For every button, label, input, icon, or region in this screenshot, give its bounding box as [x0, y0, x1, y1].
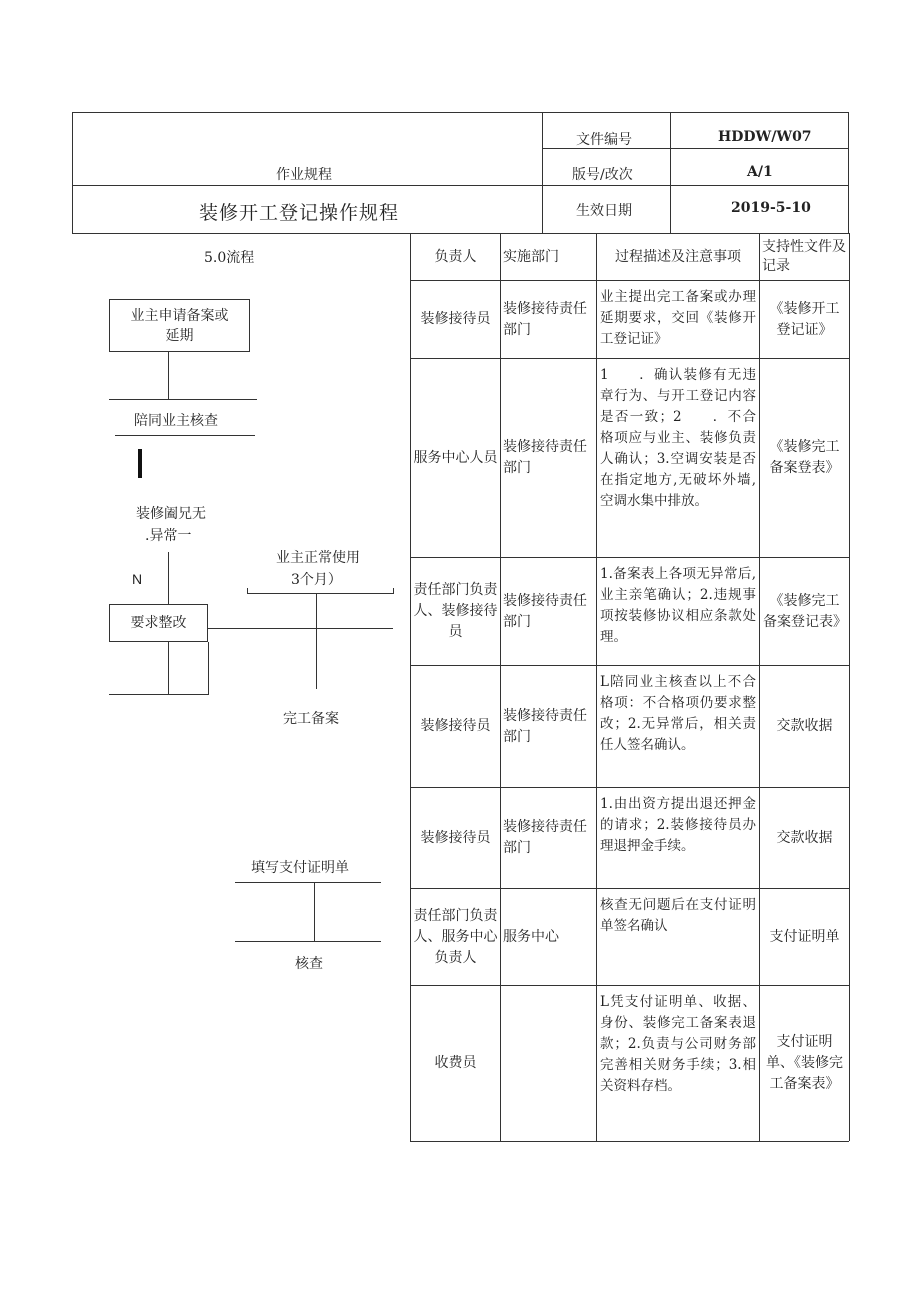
row-docs-text: 《装修开工登记证》	[769, 300, 840, 338]
flow-branch-line1: 业主正常使用	[276, 550, 360, 566]
row-dept	[501, 788, 596, 888]
row-docs	[760, 986, 849, 1141]
row-desc-text: 业主提出完工备案或办理延期要求，交回《装修开工登记证》	[600, 289, 756, 347]
flow-decision-line1: 装修阖兄无	[136, 506, 206, 522]
flow-connector	[235, 941, 381, 942]
row-docs-text: 《装修完工备案登表》	[769, 439, 840, 476]
flow-step-apply-label: 业主申请备案或延期	[130, 307, 229, 344]
flow-connector	[168, 352, 169, 399]
row-dept-text: 装修接待责任部门	[503, 300, 587, 338]
flow-connector	[109, 399, 257, 400]
version-value: A/1	[747, 164, 773, 180]
row-desc-text: L陪同业主核查以上不合格项：不合格项仍要求整改；2.无异常后，相关责任人签名确认。	[600, 674, 756, 753]
row-dept	[501, 666, 596, 787]
row-dept	[501, 889, 596, 985]
file-no-value: HDDW/W07	[718, 129, 812, 145]
flow-step-apply	[109, 299, 250, 352]
flow-n-label: N	[132, 571, 143, 587]
header-desc	[597, 234, 759, 280]
doc-type: 作业规程	[276, 167, 332, 183]
row-docs	[760, 889, 849, 985]
row-docs	[760, 666, 849, 787]
row-docs-text: 交款收据	[776, 829, 833, 846]
flow-decision-line2: .异常一	[145, 528, 192, 544]
flow-connector	[235, 882, 381, 883]
row-docs-text: 支付证明单	[769, 928, 840, 945]
flow-step-rectify	[109, 604, 208, 642]
effective-date-label: 生效日期	[576, 203, 632, 219]
row-person	[411, 889, 500, 985]
file-no-label: 文件编号	[576, 132, 632, 148]
row-docs-text: 交款收据	[776, 718, 833, 734]
flow-connector	[314, 882, 315, 941]
header-docs-text: 支持性文件及记录	[762, 239, 846, 274]
header-dept	[501, 234, 596, 280]
effective-date-value: 2019-5-10	[731, 200, 811, 216]
page-title: 装修开工登记操作规程	[199, 202, 400, 224]
row-docs-text: 《装修完工备案登记表》	[763, 592, 847, 630]
row-desc	[597, 281, 759, 358]
row-desc-text: 1 ．确认装修有无违章行为、与开工登记内容是否一致；2 ．不合格项应与业主、装修负责人确认；3.空调安装是否在指定地方,无破坏外墙,空调水集中排放。	[600, 367, 756, 509]
row-person	[411, 558, 500, 665]
version-label: 版号/改次	[572, 167, 633, 183]
row-docs	[760, 281, 849, 358]
row-desc	[597, 788, 759, 888]
row-dept	[501, 281, 596, 358]
row-person-text: 责任部门负责人、装修接待员	[413, 582, 498, 640]
row-person	[411, 666, 500, 787]
flow-arrow-bar	[138, 449, 142, 478]
row-dept-text: 服务中心	[503, 928, 559, 945]
row-desc	[597, 666, 759, 787]
flow-connector	[168, 642, 169, 694]
flow-connector	[316, 593, 317, 689]
row-desc-text: 1.备案表上各项无异常后,业主亲笔确认；2.违规事项按装修协议相应条款处理。	[600, 566, 756, 645]
flow-connector	[247, 593, 393, 594]
flow-connector	[247, 588, 248, 594]
row-desc	[597, 889, 759, 985]
row-desc	[597, 558, 759, 665]
flow-step-rectify-label: 要求整改	[130, 615, 187, 631]
row-dept	[501, 986, 596, 1141]
row-person	[411, 359, 500, 557]
flow-connector	[208, 642, 209, 694]
row-dept	[501, 359, 596, 557]
flow-connector	[115, 435, 255, 436]
row-person-text: 装修接待员	[420, 718, 491, 734]
header-docs	[760, 234, 849, 280]
row-person-text: 收费员	[434, 1055, 477, 1071]
table-gridline	[849, 233, 850, 1141]
flow-connector	[168, 552, 169, 604]
flow-step-complete: 完工备案	[283, 711, 339, 727]
header-person	[411, 234, 500, 280]
flow-connector	[393, 588, 394, 594]
row-desc	[597, 986, 759, 1141]
row-dept-text: 装修接待责任部门	[503, 439, 587, 476]
header-divider	[670, 112, 671, 234]
row-dept	[501, 558, 596, 665]
row-docs	[760, 359, 849, 557]
row-person-text: 装修接待员	[420, 311, 491, 327]
header-desc-text: 过程描述及注意事项	[615, 248, 741, 265]
flow-step-check: 核查	[295, 956, 323, 972]
flow-branch-line2: 3个月）	[291, 572, 342, 588]
row-dept-text: 装修接待责任部门	[503, 819, 587, 856]
row-desc-text: 核查无问题后在支付证明单签名确认	[600, 897, 756, 934]
flow-step-payment: 填写支付证明单	[251, 860, 349, 876]
row-desc-text: L凭支付证明单、收据、身份、装修完工备案表退款；2.负责与公司财务部完善相关财务手续；3.相关资料存档。	[600, 994, 756, 1094]
header-divider	[542, 112, 543, 234]
row-docs	[760, 788, 849, 888]
row-person-text: 服务中心人员	[413, 449, 498, 466]
row-person	[411, 788, 500, 888]
row-desc-text: 1.由出资方提出退还押金的请求；2.装修接待员办理退押金手续。	[600, 796, 756, 854]
row-docs	[760, 558, 849, 665]
row-desc	[597, 359, 759, 557]
section-title: 5.0流程	[204, 250, 255, 266]
flow-connector	[208, 628, 393, 629]
flow-step-inspect: 陪同业主核查	[134, 413, 218, 429]
row-dept-text: 装修接待责任部门	[503, 592, 587, 630]
header-divider	[72, 185, 849, 186]
row-dept-text: 装修接待责任部门	[503, 707, 587, 745]
flow-connector	[109, 694, 209, 695]
row-person-text: 装修接待员	[420, 829, 491, 846]
row-docs-text: 支付证明单、《装修完工备案表》	[766, 1034, 843, 1092]
table-gridline	[410, 1141, 849, 1142]
row-person-text: 责任部门负责人、服务中心负责人	[413, 907, 498, 966]
row-person	[411, 281, 500, 358]
header-person-text: 负责人	[434, 248, 477, 265]
header-dept-text: 实施部门	[503, 248, 559, 265]
row-person	[411, 986, 500, 1141]
